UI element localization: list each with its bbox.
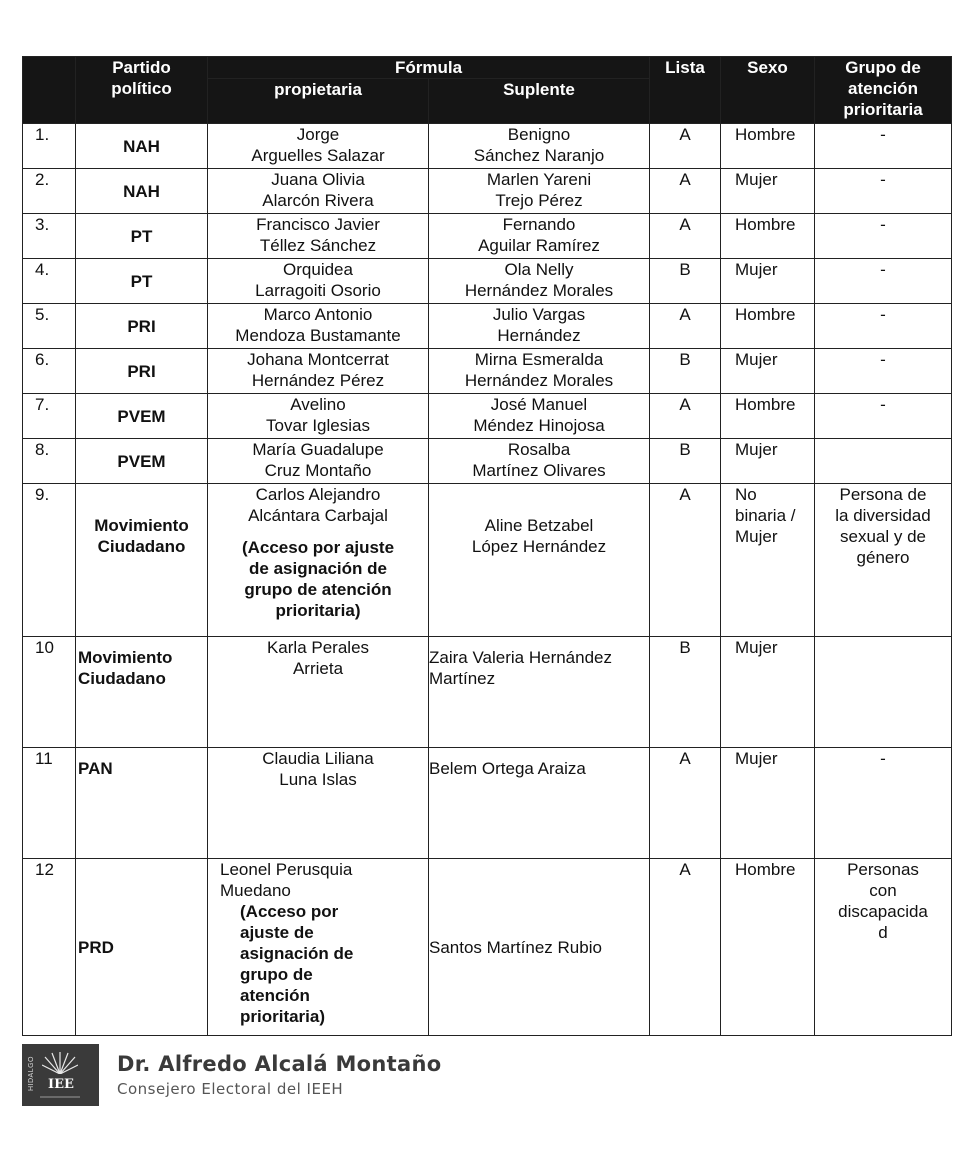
row-propietaria-line1: María Guadalupe [252, 440, 384, 459]
header-party [76, 57, 208, 124]
suplente-line2: Martínez [429, 669, 496, 688]
row-grupo: - [815, 394, 952, 439]
row-lista: B [650, 439, 721, 484]
row-lista: B [650, 349, 721, 394]
row-propietaria-line2: Tovar Iglesias [266, 416, 370, 435]
logo-subline-icon [40, 1095, 80, 1099]
grupo-line2: la diversidad [835, 506, 931, 525]
note-line2: de asignación de [249, 559, 387, 578]
header-sexo: Sexo [721, 57, 815, 124]
table-row [23, 304, 952, 349]
row-num: 9. [23, 484, 76, 637]
row-propietaria-line2: Alarcón Rivera [262, 191, 374, 210]
table-row [23, 394, 952, 439]
row-propietaria [208, 637, 429, 748]
table-row [23, 637, 952, 748]
signature-footer [22, 1044, 622, 1108]
sexo-line3: Mujer [735, 527, 778, 546]
row-suplente-line2: Aguilar Ramírez [478, 236, 600, 255]
row-propietaria-line1: Marco Antonio [263, 305, 373, 324]
propietaria-line2: Alcántara Carbajal [248, 506, 388, 525]
logo-text: IEE [48, 1077, 74, 1092]
note-line6: prioritaria) [240, 1007, 326, 1026]
note-line4: prioritaria) [275, 601, 361, 620]
row-sexo [721, 484, 815, 637]
row-propietaria [208, 214, 429, 259]
row-suplente-line2: Sánchez Naranjo [473, 146, 605, 165]
row-propietaria [208, 394, 429, 439]
row-propietaria [208, 439, 429, 484]
row-grupo: - [815, 124, 952, 169]
row-party [76, 484, 208, 637]
note-line2: ajuste de [240, 923, 314, 942]
propietaria-line1: Claudia Liliana [262, 749, 374, 768]
row-sexo: Mujer [721, 259, 815, 304]
signer-role: Consejero Electoral del IEEH [117, 1080, 344, 1098]
row-propietaria [208, 124, 429, 169]
row-propietaria-line2: Mendoza Bustamante [235, 326, 401, 345]
row-party: NAH [76, 169, 208, 214]
row-suplente-line1: Fernando [502, 215, 576, 234]
row-sexo: Mujer [721, 169, 815, 214]
row-suplente-line1: Julio Vargas [492, 305, 586, 324]
row-grupo: - [815, 169, 952, 214]
row-sexo: Hombre [721, 214, 815, 259]
row-propietaria-line1: Francisco Javier [256, 215, 380, 234]
row-num: 10 [23, 637, 76, 748]
row-grupo [815, 859, 952, 1036]
row-propietaria [208, 859, 429, 1036]
row-propietaria [208, 349, 429, 394]
row-grupo: - [815, 748, 952, 859]
row-lista: A [650, 484, 721, 637]
note-line1: (Acceso por [240, 902, 339, 921]
row-grupo: - [815, 304, 952, 349]
table-row [23, 214, 952, 259]
row-suplente [429, 259, 650, 304]
table-row [23, 439, 952, 484]
row-propietaria-line1: Johana Montcerrat [247, 350, 389, 369]
row-lista: A [650, 124, 721, 169]
row-grupo: - [815, 349, 952, 394]
row-lista: A [650, 304, 721, 349]
propietaria-line2: Luna Islas [279, 770, 357, 789]
row-suplente-line2: Hernández Morales [464, 281, 614, 300]
header-num [23, 57, 76, 124]
row-suplente [429, 349, 650, 394]
row-propietaria-line1: Jorge [296, 125, 340, 144]
header-grupo-line1: Grupo de [845, 58, 921, 77]
row-propietaria [208, 259, 429, 304]
propietaria-line1: Karla Perales [266, 638, 370, 657]
row-lista: A [650, 214, 721, 259]
logo-rays-icon [42, 1052, 78, 1074]
header-party-line2: político [111, 79, 172, 98]
row-party: PRI [76, 349, 208, 394]
grupo-line3: discapacida [838, 902, 928, 921]
row-suplente [429, 637, 650, 748]
sexo-line1: No [735, 485, 757, 504]
row-suplente-line1: Rosalba [507, 440, 571, 459]
table-row [23, 259, 952, 304]
table-row [23, 124, 952, 169]
row-propietaria-line1: Juana Olivia [271, 170, 365, 189]
row-party: PAN [76, 748, 208, 859]
row-party: PT [76, 259, 208, 304]
row-num: 11 [23, 748, 76, 859]
table-row [23, 349, 952, 394]
row-suplente-line1: Ola Nelly [504, 260, 574, 279]
row-suplente-line2: Hernández Morales [464, 371, 614, 390]
row-grupo [815, 484, 952, 637]
row-lista: A [650, 748, 721, 859]
propietaria-line2: Muedano [220, 881, 291, 900]
header-formula: Fórmula [208, 57, 650, 79]
row-num: 6. [23, 349, 76, 394]
party-line2: Ciudadano [78, 669, 166, 688]
grupo-line4: género [856, 548, 910, 567]
row-num: 2. [23, 169, 76, 214]
row-suplente: Belem Ortega Araiza [429, 748, 650, 859]
table-header [23, 57, 952, 124]
table-row [23, 859, 952, 1036]
party-line2: Ciudadano [97, 537, 186, 556]
row-num: 5. [23, 304, 76, 349]
header-party-line1: Partido [112, 58, 171, 77]
suplente-line2: López Hernández [471, 537, 607, 556]
row-party: PRI [76, 304, 208, 349]
row-suplente [429, 394, 650, 439]
row-suplente [429, 484, 650, 637]
row-suplente-line1: Mirna Esmeralda [474, 350, 604, 369]
row-grupo [815, 439, 952, 484]
header-suplente: Suplente [429, 79, 650, 124]
row-suplente [429, 214, 650, 259]
row-party: PVEM [76, 394, 208, 439]
row-propietaria [208, 748, 429, 859]
row-num: 3. [23, 214, 76, 259]
row-party: NAH [76, 124, 208, 169]
note-line3: asignación de [240, 944, 354, 963]
ieeh-logo [22, 1044, 99, 1106]
row-lista: B [650, 259, 721, 304]
row-suplente [429, 169, 650, 214]
row-lista: A [650, 394, 721, 439]
row-suplente-line2: Hernández [497, 326, 581, 345]
suplente-line1: Zaira Valeria Hernández [429, 648, 612, 667]
row-grupo [815, 637, 952, 748]
grupo-line3: sexual y de [840, 527, 926, 546]
note-line4: grupo de [240, 965, 313, 984]
row-sexo: Hombre [721, 304, 815, 349]
row-num: 1. [23, 124, 76, 169]
table-body-special [23, 484, 952, 1036]
row-suplente [429, 124, 650, 169]
row-propietaria [208, 484, 429, 637]
row-sexo: Mujer [721, 748, 815, 859]
signer-name: Dr. Alfredo Alcalá Montaño [117, 1052, 442, 1076]
header-grupo-line3: prioritaria [843, 100, 923, 119]
row-sexo: Hombre [721, 394, 815, 439]
row-propietaria-line2: Larragoiti Osorio [255, 281, 381, 300]
party-line1: Movimiento [78, 648, 173, 667]
row-party: PT [76, 214, 208, 259]
logo-side-text: HIDALGO [28, 1056, 35, 1092]
row-sexo: Hombre [721, 859, 815, 1036]
row-sexo: Mujer [721, 349, 815, 394]
suplente-line1: Aline Betzabel [484, 516, 594, 535]
grupo-line2: con [869, 881, 897, 900]
header-propietaria: propietaria [208, 79, 429, 124]
candidates-table [22, 56, 952, 1036]
propietaria-line1: Leonel Perusquia [220, 860, 353, 879]
row-num: 8. [23, 439, 76, 484]
row-suplente [429, 304, 650, 349]
table-row [23, 169, 952, 214]
table-row [23, 748, 952, 859]
propietaria-line1: Carlos Alejandro [255, 485, 381, 504]
note-line1: (Acceso por ajuste [241, 538, 395, 557]
row-num: 4. [23, 259, 76, 304]
row-lista: B [650, 637, 721, 748]
row-sexo: Mujer [721, 637, 815, 748]
grupo-line4: d [878, 923, 888, 942]
grupo-line1: Persona de [839, 485, 927, 504]
header-grupo [815, 57, 952, 124]
sexo-line2: binaria / [735, 506, 796, 525]
row-propietaria [208, 169, 429, 214]
row-party: PVEM [76, 439, 208, 484]
table-row [23, 484, 952, 637]
note-line5: atención [240, 986, 310, 1005]
row-suplente-line1: Marlen Yareni [486, 170, 592, 189]
row-propietaria-line1: Avelino [290, 395, 346, 414]
row-suplente-line2: Martínez Olivares [472, 461, 606, 480]
row-suplente [429, 439, 650, 484]
row-suplente-line1: José Manuel [490, 395, 588, 414]
row-sexo: Hombre [721, 124, 815, 169]
row-propietaria-line2: Hernández Pérez [251, 371, 385, 390]
row-suplente-line1: Benigno [507, 125, 571, 144]
row-propietaria-line1: Orquidea [283, 260, 353, 279]
row-party [76, 637, 208, 748]
row-grupo: - [815, 259, 952, 304]
table-body [23, 124, 952, 484]
row-num: 12 [23, 859, 76, 1036]
row-suplente-line2: Trejo Pérez [495, 191, 583, 210]
header-grupo-line2: atención [848, 79, 918, 98]
row-lista: A [650, 859, 721, 1036]
party-line1: Movimiento [94, 516, 189, 535]
grupo-line1: Personas [847, 860, 919, 879]
row-suplente: Santos Martínez Rubio [429, 859, 650, 1036]
row-party: PRD [76, 859, 208, 1036]
row-propietaria-line2: Arguelles Salazar [251, 146, 385, 165]
header-lista: Lista [650, 57, 721, 124]
row-propietaria-line2: Cruz Montaño [264, 461, 372, 480]
row-propietaria-line2: Téllez Sánchez [259, 236, 377, 255]
row-propietaria [208, 304, 429, 349]
propietaria-line2: Arrieta [292, 659, 344, 678]
row-grupo: - [815, 214, 952, 259]
row-num: 7. [23, 394, 76, 439]
row-suplente-line2: Méndez Hinojosa [473, 416, 605, 435]
note-line3: grupo de atención [244, 580, 392, 599]
row-sexo: Mujer [721, 439, 815, 484]
row-lista: A [650, 169, 721, 214]
